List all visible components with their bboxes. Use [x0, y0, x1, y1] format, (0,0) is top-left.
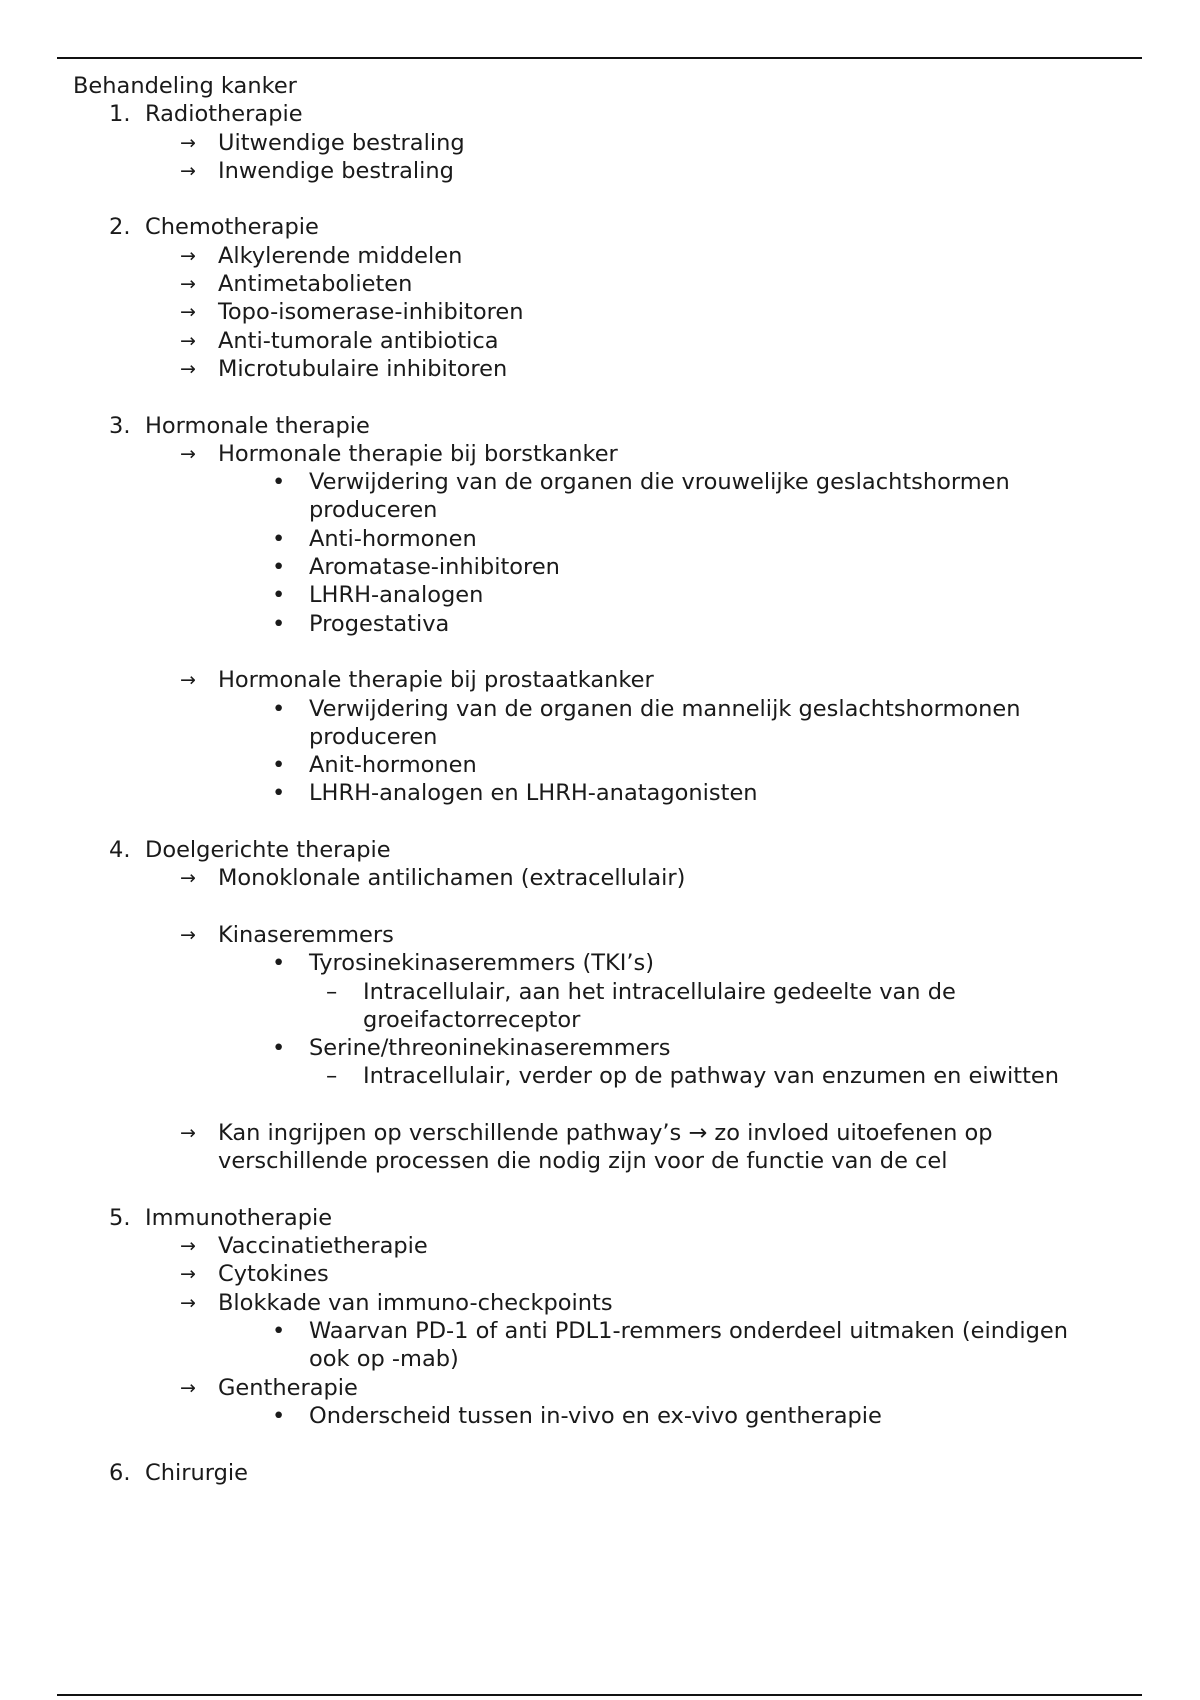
- list-item: → Hormonale therapie bij prostaatkanker: [180, 667, 654, 694]
- list-item: → Gentherapie: [180, 1374, 358, 1401]
- list-item: → Blokkade van immuno-checkpoints: [180, 1289, 613, 1316]
- arrow-icon: →: [180, 1121, 196, 1144]
- arrow-icon: →: [180, 669, 196, 692]
- bullet-icon: •: [272, 525, 286, 552]
- section-label: Chemotherapie: [145, 214, 319, 241]
- list-item: → Vaccinatietherapie: [180, 1233, 428, 1260]
- list-item: → Anti-tumorale antibiotica: [180, 327, 499, 354]
- list-item: → Topo-isomerase-inhibitoren: [180, 299, 524, 326]
- bottom-rule: [57, 1694, 1142, 1696]
- arrow-icon: →: [180, 273, 196, 296]
- top-rule: [57, 57, 1142, 59]
- arrow-icon: →: [180, 442, 196, 465]
- sub-bullet-item: – Intracellulair, verder op de pathway van enzumen en eiwitten: [326, 1063, 1060, 1090]
- arrow-icon: →: [180, 1263, 196, 1286]
- bullet-item: • Aromatase-inhibitoren: [272, 554, 560, 581]
- section-radiotherapie: [0, 100, 1200, 128]
- arrow-icon: →: [180, 131, 196, 154]
- list-item: → Cytokines: [180, 1261, 329, 1288]
- section-chemotherapie: [0, 213, 1200, 241]
- arrow-icon: →: [180, 357, 196, 380]
- bullet-item: • LHRH-analogen: [272, 582, 484, 609]
- section-number: 1.: [109, 101, 131, 128]
- section-number: 2.: [109, 214, 131, 241]
- list-item: → Kan ingrijpen op verschillende pathway’s → zo invloed uitoefenen op: [180, 1119, 993, 1146]
- bullet-icon: •: [272, 469, 286, 496]
- arrow-icon: →: [180, 1376, 196, 1399]
- bullet-item: • Waarvan PD-1 of anti PDL1-remmers onderdeel uitmaken (eindigen: [272, 1318, 1068, 1345]
- bullet-continuation: produceren: [309, 497, 438, 524]
- arrow-icon: →: [180, 244, 196, 267]
- bullet-item: • Verwijdering van de organen die vrouwelijke geslachtshormen: [272, 469, 1010, 496]
- list-item: → Inwendige bestraling: [180, 157, 454, 184]
- bullet-item: • Progestativa: [272, 610, 450, 637]
- arrow-icon: →: [180, 923, 196, 946]
- list-item: → Alkylerende middelen: [180, 242, 463, 269]
- bullet-icon: •: [272, 610, 286, 637]
- section-number: 3.: [109, 412, 131, 439]
- list-item: → Microtubulaire inhibitoren: [180, 355, 508, 382]
- arrow-icon: →: [180, 867, 196, 890]
- section-number: 4.: [109, 837, 131, 864]
- section-label: Doelgerichte therapie: [145, 837, 391, 864]
- bullet-icon: •: [272, 950, 286, 977]
- bullet-item: • Tyrosinekinaseremmers (TKI’s): [272, 950, 655, 977]
- bullet-icon: •: [272, 695, 286, 722]
- list-item-continuation: verschillende processen die nodig zijn voor de functie van de cel: [218, 1148, 948, 1175]
- section-chirurgie: [0, 1459, 1200, 1487]
- section-label: Immunotherapie: [145, 1204, 333, 1231]
- section-label: Chirurgie: [145, 1459, 248, 1486]
- bullet-icon: •: [272, 1318, 286, 1345]
- bullet-continuation: ook op -mab): [309, 1346, 459, 1373]
- list-item: → Kinaseremmers: [180, 921, 394, 948]
- bullet-icon: •: [272, 554, 286, 581]
- bullet-icon: •: [272, 1402, 286, 1429]
- bullet-item: • Serine/threoninekinaseremmers: [272, 1035, 671, 1062]
- sub-bullet-continuation: groeifactorreceptor: [363, 1006, 581, 1033]
- section-number: 5.: [109, 1204, 131, 1231]
- list-item: → Uitwendige bestraling: [180, 129, 465, 156]
- arrow-icon: →: [180, 1235, 196, 1258]
- document-body: [0, 72, 1200, 1487]
- bullet-icon: •: [272, 1035, 286, 1062]
- arrow-icon: →: [180, 301, 196, 324]
- dash-icon: –: [326, 978, 338, 1005]
- bullet-icon: •: [272, 752, 286, 779]
- arrow-icon: →: [180, 1291, 196, 1314]
- section-hormonale-therapie: [0, 412, 1200, 440]
- section-label: Hormonale therapie: [145, 412, 370, 439]
- bullet-continuation: produceren: [309, 723, 438, 750]
- sub-bullet-item: – Intracellulair, aan het intracellulaire gedeelte van de: [326, 978, 956, 1005]
- bullet-item: • Verwijdering van de organen die mannelijk geslachtshormonen: [272, 695, 1021, 722]
- bullet-icon: •: [272, 780, 286, 807]
- bullet-item: • Onderscheid tussen in-vivo en ex-vivo gentherapie: [272, 1402, 882, 1429]
- arrow-icon: →: [180, 329, 196, 352]
- bullet-icon: •: [272, 582, 286, 609]
- section-immunotherapie: [0, 1204, 1200, 1232]
- bullet-item: • Anti-hormonen: [272, 525, 477, 552]
- list-item: → Monoklonale antilichamen (extracellulair): [180, 865, 686, 892]
- list-item: → Antimetabolieten: [180, 271, 413, 298]
- section-label: Radiotherapie: [145, 101, 303, 128]
- section-number: 6.: [109, 1459, 131, 1486]
- list-item: → Hormonale therapie bij borstkanker: [180, 440, 618, 467]
- section-doelgerichte-therapie: [0, 836, 1200, 864]
- document-title: Behandeling kanker: [73, 73, 297, 99]
- arrow-icon: →: [180, 159, 196, 182]
- bullet-item: • LHRH-analogen en LHRH-anatagonisten: [272, 780, 758, 807]
- dash-icon: –: [326, 1063, 338, 1090]
- bullet-item: • Anit-hormonen: [272, 752, 477, 779]
